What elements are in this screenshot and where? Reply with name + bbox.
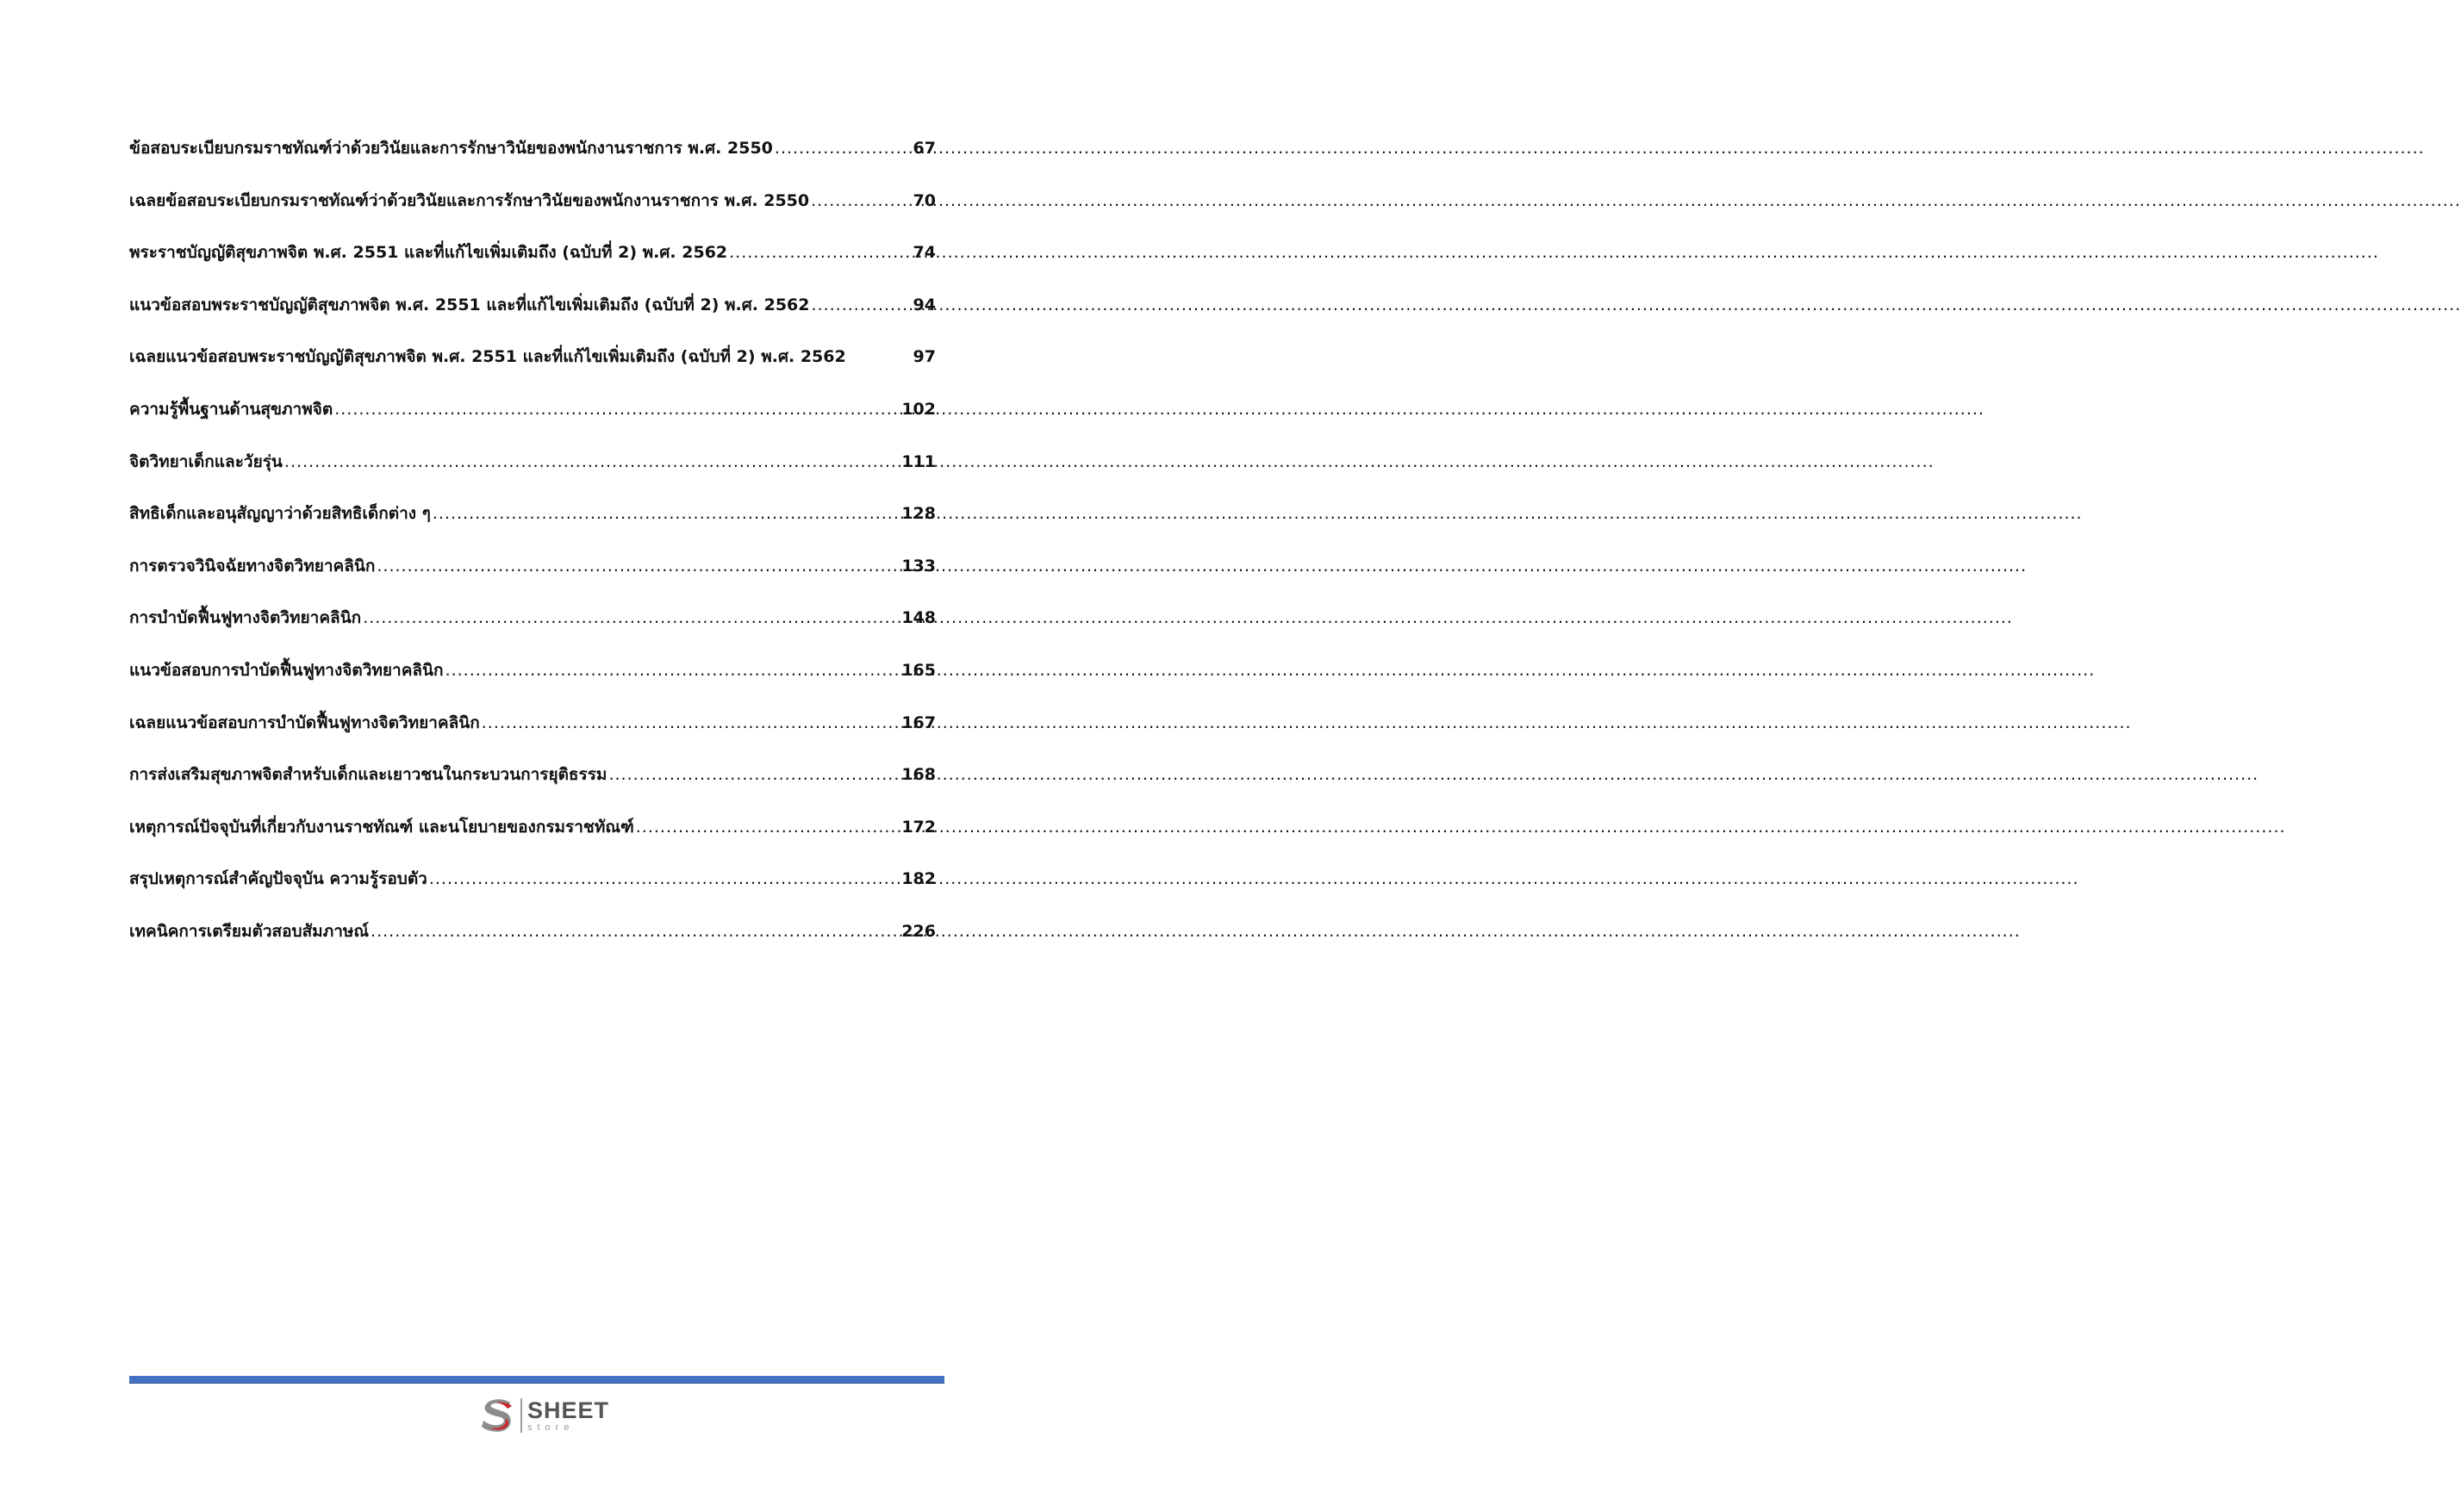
toc-entry[interactable] xyxy=(129,810,936,862)
logo-subtitle: store xyxy=(527,1422,575,1433)
toc-entry-title: สรุปเหตุการณ์สำคัญปัจจุบัน ความรู้รอบตัว xyxy=(129,869,427,889)
toc-entry[interactable] xyxy=(129,184,936,236)
toc-entry[interactable] xyxy=(129,339,936,392)
toc-dot-leader xyxy=(812,288,912,322)
toc-dot-leader xyxy=(284,445,900,479)
toc-dot-leader xyxy=(433,496,900,531)
table-of-contents xyxy=(129,131,936,967)
toc-entry-page: 148 xyxy=(901,608,936,628)
toc-dot-leader xyxy=(334,392,900,426)
toc-dot-leader xyxy=(377,549,900,583)
toc-entry[interactable] xyxy=(129,706,936,758)
toc-entry-title: แนวข้อสอบการบำบัดฟื้นฟูทางจิตวิทยาคลินิก xyxy=(129,660,444,680)
toc-dot-leader xyxy=(363,600,900,635)
toc-entry-title: เทคนิคการเตรียมตัวสอบสัมภาษณ์ xyxy=(129,921,370,941)
toc-entry-page: 94 xyxy=(913,295,936,314)
toc-entry[interactable] xyxy=(129,445,936,497)
toc-entry[interactable] xyxy=(129,600,936,653)
toc-entry[interactable] xyxy=(129,757,936,810)
sheet-store-logo xyxy=(477,1394,624,1437)
toc-dot-leader xyxy=(636,810,900,844)
logo-text xyxy=(527,1399,609,1433)
toc-entry[interactable] xyxy=(129,653,936,706)
toc-dot-leader xyxy=(371,914,900,949)
logo-divider xyxy=(520,1398,522,1433)
logo-wordmark: SHEET xyxy=(527,1397,610,1423)
toc-entry-page: 133 xyxy=(901,556,936,576)
toc-dot-leader xyxy=(729,235,911,270)
toc-entry-page: 226 xyxy=(901,921,936,941)
toc-entry-page: 111 xyxy=(901,451,936,471)
toc-entry-title: เฉลยแนวข้อสอบพระราชบัญญัติสุขภาพจิต พ.ศ. 2551 และที่แก้ไขเพิ่มเติมถึง (ฉบับที่ 2) พ.ศ. 2562 xyxy=(129,347,846,367)
toc-entry-page: 102 xyxy=(901,399,936,419)
toc-entry-title: การตรวจวินิจฉัยทางจิตวิทยาคลินิก xyxy=(129,556,376,576)
footer-divider xyxy=(129,1376,944,1384)
toc-entry-page: 128 xyxy=(901,504,936,524)
toc-dot-leader xyxy=(445,653,900,688)
toc-entry-page: 167 xyxy=(901,712,936,732)
toc-entry-title: การบำบัดฟื้นฟูทางจิตวิทยาคลินิก xyxy=(129,608,362,628)
toc-entry[interactable] xyxy=(129,862,936,914)
toc-entry-title: เฉลยแนวข้อสอบการบำบัดฟื้นฟูทางจิตวิทยาคลินิก xyxy=(129,712,480,732)
toc-dot-leader xyxy=(811,184,911,218)
toc-entry-title: พระราชบัญญัติสุขภาพจิต พ.ศ. 2551 และที่แก้ไขเพิ่มเติมถึง (ฉบับที่ 2) พ.ศ. 2562 xyxy=(129,243,728,263)
toc-entry-title: สิทธิเด็กและอนุสัญญาว่าด้วยสิทธิเด็กต่าง ๆ xyxy=(129,504,431,524)
toc-entry-title: ความรู้พื้นฐานด้านสุขภาพจิต xyxy=(129,399,333,419)
toc-entry-page: 172 xyxy=(901,817,936,837)
toc-entry[interactable] xyxy=(129,549,936,601)
toc-entry-page: 74 xyxy=(913,243,936,263)
toc-entry[interactable] xyxy=(129,131,936,184)
toc-entry-title: เหตุการณ์ปัจจุบันที่เกี่ยวกับงานราชทัณฑ์ และนโยบายของกรมราชทัณฑ์ xyxy=(129,817,634,837)
toc-entry[interactable] xyxy=(129,392,936,445)
toc-entry-page: 67 xyxy=(913,139,936,158)
toc-entry[interactable] xyxy=(129,914,936,967)
sheet-store-s-icon xyxy=(477,1396,517,1435)
toc-entry-page: 182 xyxy=(901,869,936,889)
toc-dot-leader xyxy=(482,706,900,740)
toc-dot-leader xyxy=(429,862,900,896)
toc-entry-title: การส่งเสริมสุขภาพจิตสำหรับเด็กและเยาวชนในกระบวนการยุติธรรม xyxy=(129,765,607,785)
toc-entry-title: เฉลยข้อสอบระเบียบกรมราชทัณฑ์ว่าด้วยวินัยและการรักษาวินัยของพนักงานราชการ พ.ศ. 2550 xyxy=(129,190,810,210)
toc-dot-leader xyxy=(608,757,900,792)
toc-entry-title: จิตวิทยาเด็กและวัยรุ่น xyxy=(129,451,283,471)
toc-entry-page: 70 xyxy=(913,190,936,210)
toc-entry-title: ข้อสอบระเบียบกรมราชทัณฑ์ว่าด้วยวินัยและการรักษาวินัยของพนักงานราชการ พ.ศ. 2550 xyxy=(129,139,773,158)
toc-entry-page: 165 xyxy=(901,660,936,680)
toc-entry-page: 168 xyxy=(901,765,936,785)
toc-entry[interactable] xyxy=(129,496,936,549)
toc-entry[interactable] xyxy=(129,288,936,340)
toc-entry-page: 97 xyxy=(913,347,936,367)
toc-entry-title: แนวข้อสอบพระราชบัญญัติสุขภาพจิต พ.ศ. 2551 และที่แก้ไขเพิ่มเติมถึง (ฉบับที่ 2) พ.ศ. 2562 xyxy=(129,295,810,314)
toc-dot-leader xyxy=(775,131,912,165)
toc-entry[interactable] xyxy=(129,235,936,288)
